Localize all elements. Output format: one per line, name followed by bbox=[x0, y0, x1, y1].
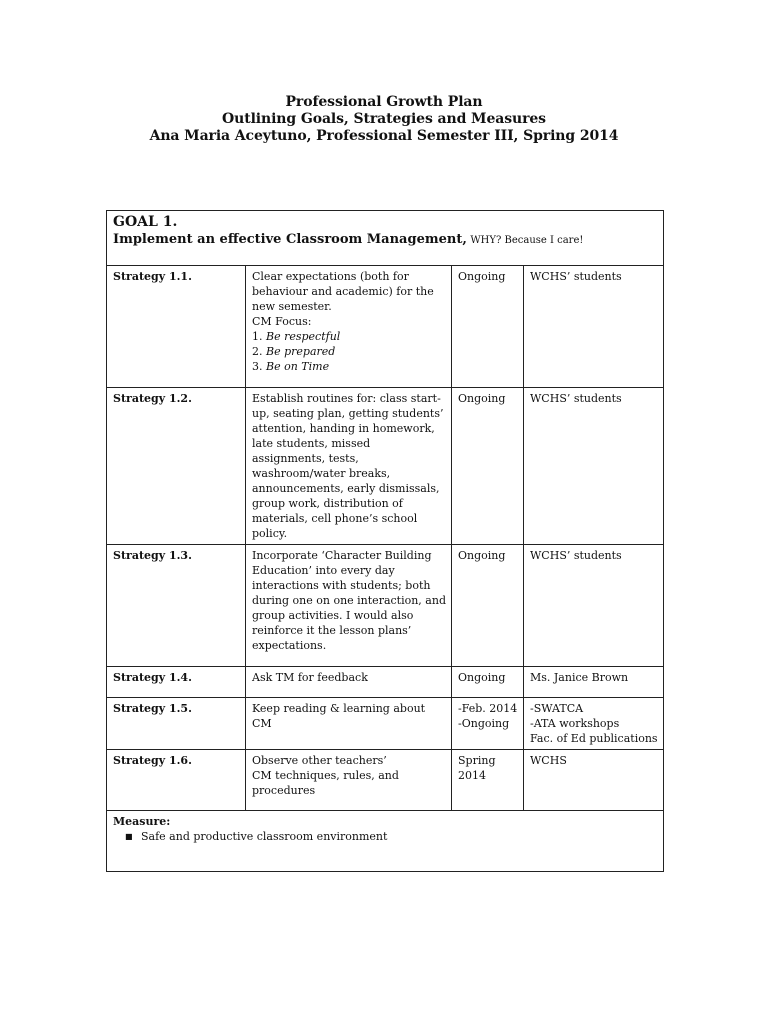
goal-cell bbox=[107, 211, 664, 266]
strategy-description-cell bbox=[246, 750, 452, 811]
focus-item-text: Be respectful bbox=[266, 330, 341, 343]
strategy-description-cell bbox=[246, 266, 452, 388]
strategy-row bbox=[107, 667, 664, 698]
measure-cell bbox=[107, 811, 664, 872]
strategy-timeline-cell bbox=[452, 750, 524, 811]
strategy-resources: WCHS’ students bbox=[530, 549, 622, 562]
strategy-resources-cell bbox=[524, 667, 664, 698]
measure-item bbox=[125, 829, 658, 844]
cm-focus-item bbox=[252, 359, 446, 374]
focus-item-number: 3. bbox=[252, 360, 266, 373]
strategy-label-cell bbox=[107, 667, 246, 698]
strategy-resource-line: -ATA workshops bbox=[530, 717, 620, 730]
strategy-resources-cell bbox=[524, 266, 664, 388]
strategy-timeline: Ongoing bbox=[458, 671, 506, 684]
strategy-row bbox=[107, 750, 664, 811]
strategy-description: Keep reading & learning about CM bbox=[252, 702, 426, 730]
strategy-resource-line: Fac. of Ed publications bbox=[530, 732, 658, 745]
measure-row bbox=[107, 811, 664, 872]
strategy-label: Strategy 1.1. bbox=[113, 270, 192, 283]
strategy-row bbox=[107, 388, 664, 545]
measure-item-text: Safe and productive classroom environment bbox=[141, 830, 388, 843]
focus-item-number: 1. bbox=[252, 330, 266, 343]
cm-focus-item bbox=[252, 329, 446, 344]
focus-item-text: Be prepared bbox=[266, 345, 336, 358]
strategy-resources: WCHS bbox=[530, 754, 567, 767]
strategy-description-line: CM techniques, rules, and procedures bbox=[252, 769, 399, 797]
strategy-description: Incorporate ‘Character Building Education’ into every day interactions with students; both during one on one interaction, and group activities. I would also reinforce it the lesson plans’ expectations. bbox=[252, 549, 446, 652]
strategy-description-cell bbox=[246, 388, 452, 545]
strategy-timeline: Ongoing bbox=[458, 392, 506, 405]
strategy-description-cell bbox=[246, 667, 452, 698]
strategy-description: Establish routines for: class start-up, seating plan, getting students’ attention, handing in homework, late students, missed assignments, tests, washroom/water breaks, announcements, early dismissals, group work, distribution of materials, cell phone’s school policy. bbox=[252, 392, 444, 540]
strategy-row bbox=[107, 266, 664, 388]
strategy-timeline-cell bbox=[452, 545, 524, 667]
measure-list bbox=[113, 829, 658, 844]
strategy-resources: WCHS’ students bbox=[530, 392, 622, 405]
strategy-label-cell bbox=[107, 698, 246, 750]
strategy-resources: Ms. Janice Brown bbox=[530, 671, 629, 684]
strategy-resources-cell bbox=[524, 750, 664, 811]
goal-title: GOAL 1. bbox=[113, 214, 178, 230]
document-subtitle: Outlining Goals, Strategies and Measures bbox=[222, 111, 546, 127]
strategy-timeline-cell bbox=[452, 388, 524, 545]
measure-label: Measure: bbox=[113, 815, 171, 828]
strategy-label-cell bbox=[107, 750, 246, 811]
strategy-timeline: Ongoing bbox=[458, 270, 506, 283]
strategy-resources: WCHS’ students bbox=[530, 270, 622, 283]
cm-focus-label: CM Focus: bbox=[252, 315, 312, 328]
strategy-label-cell bbox=[107, 266, 246, 388]
strategy-timeline-cell bbox=[452, 698, 524, 750]
cm-focus-item bbox=[252, 344, 446, 359]
document-author-line: Ana Maria Aceytuno, Professional Semester III, Spring 2014 bbox=[149, 128, 619, 144]
strategy-resources-cell bbox=[524, 388, 664, 545]
strategy-timeline: Ongoing bbox=[458, 549, 506, 562]
strategy-resources-cell bbox=[524, 545, 664, 667]
strategy-label: Strategy 1.4. bbox=[113, 671, 192, 684]
strategy-row bbox=[107, 545, 664, 667]
goal-why: WHY? Because I care! bbox=[470, 235, 584, 246]
strategy-resources-cell bbox=[524, 698, 664, 750]
strategy-description: Clear expectations (both for behaviour and academic) for the new semester. bbox=[252, 270, 434, 313]
strategy-description-cell bbox=[246, 698, 452, 750]
goal-description: Implement an effective Classroom Management, bbox=[113, 232, 467, 247]
strategy-label: Strategy 1.6. bbox=[113, 754, 192, 767]
strategy-label-cell bbox=[107, 388, 246, 545]
strategy-timeline-line: -Ongoing bbox=[458, 717, 510, 730]
strategy-label: Strategy 1.3. bbox=[113, 549, 192, 562]
growth-plan-table bbox=[106, 210, 664, 872]
strategy-label-cell bbox=[107, 545, 246, 667]
strategy-description: Ask TM for feedback bbox=[252, 671, 368, 684]
strategy-timeline: Spring 2014 bbox=[458, 754, 496, 782]
focus-item-number: 2. bbox=[252, 345, 266, 358]
strategy-timeline-cell bbox=[452, 667, 524, 698]
strategy-row bbox=[107, 698, 664, 750]
strategy-timeline-cell bbox=[452, 266, 524, 388]
strategy-label: Strategy 1.2. bbox=[113, 392, 192, 405]
goal-row bbox=[107, 211, 664, 266]
strategy-timeline-line: -Feb. 2014 bbox=[458, 702, 518, 715]
square-bullet-icon: ■ bbox=[125, 832, 133, 841]
strategy-description-cell bbox=[246, 545, 452, 667]
strategy-label: Strategy 1.5. bbox=[113, 702, 192, 715]
strategy-description-line: Observe other teachers’ bbox=[252, 754, 387, 767]
focus-item-text: Be on Time bbox=[266, 360, 330, 373]
strategy-resource-line: -SWATCA bbox=[530, 702, 584, 715]
document-header bbox=[0, 94, 768, 145]
document-title: Professional Growth Plan bbox=[285, 94, 483, 110]
